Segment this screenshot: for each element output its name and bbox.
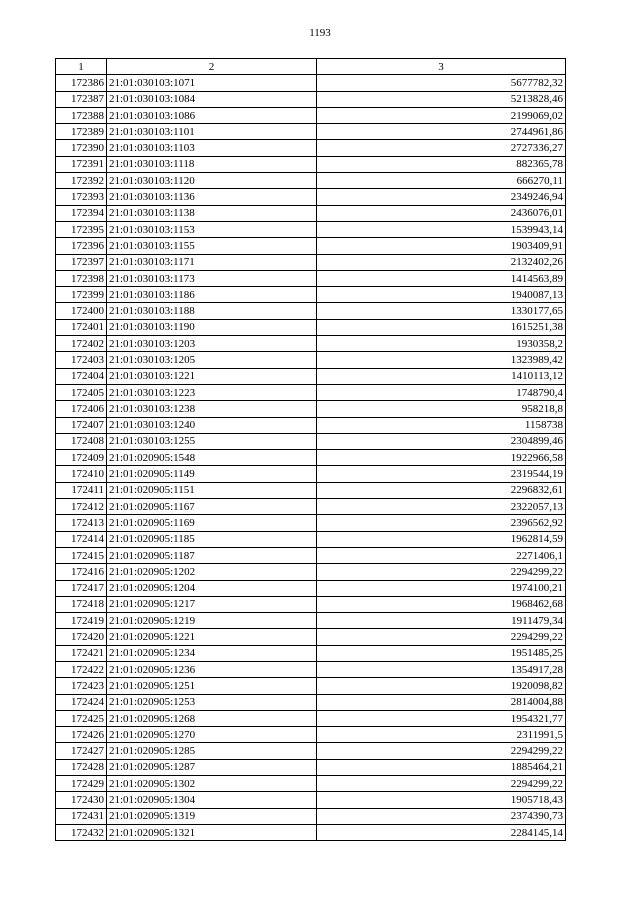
- row-number-cell: 172404: [56, 368, 107, 384]
- row-number-cell: 172430: [56, 792, 107, 808]
- cadastral-value-cell: 1885464,21: [317, 759, 566, 775]
- table-row: [56, 450, 566, 466]
- cadastral-value-table: [55, 58, 566, 841]
- cadastral-value-cell: 1968462,68: [317, 596, 566, 612]
- cadastral-value-cell: 1158738: [317, 417, 566, 433]
- table-row: [56, 303, 566, 319]
- row-number-cell: 172394: [56, 205, 107, 221]
- cadastral-number-cell: 21:01:020905:1219: [107, 613, 317, 629]
- cadastral-number-cell: 21:01:030103:1173: [107, 270, 317, 286]
- cadastral-value-cell: 1911479,34: [317, 613, 566, 629]
- table-row: [56, 727, 566, 743]
- cadastral-value-cell: 2322057,13: [317, 499, 566, 515]
- column-header-1: 1: [56, 59, 107, 75]
- cadastral-value-cell: 2744961,86: [317, 124, 566, 140]
- header-row: [56, 59, 566, 75]
- cadastral-number-cell: 21:01:020905:1548: [107, 450, 317, 466]
- row-number-cell: 172428: [56, 759, 107, 775]
- cadastral-number-cell: 21:01:020905:1251: [107, 678, 317, 694]
- cadastral-value-cell: 2304899,46: [317, 433, 566, 449]
- cadastral-value-cell: 1940087,13: [317, 287, 566, 303]
- cadastral-value-cell: 1748790,4: [317, 384, 566, 400]
- cadastral-number-cell: 21:01:020905:1185: [107, 531, 317, 547]
- row-number-cell: 172390: [56, 140, 107, 156]
- row-number-cell: 172393: [56, 189, 107, 205]
- table-row: [56, 238, 566, 254]
- cadastral-value-cell: 882365,78: [317, 156, 566, 172]
- table-row: [56, 368, 566, 384]
- cadastral-number-cell: 21:01:020905:1169: [107, 515, 317, 531]
- table-row: [56, 205, 566, 221]
- cadastral-number-cell: 21:01:030103:1171: [107, 254, 317, 270]
- cadastral-value-cell: 1951485,25: [317, 645, 566, 661]
- row-number-cell: 172417: [56, 580, 107, 596]
- cadastral-value-cell: 1954321,77: [317, 710, 566, 726]
- cadastral-value-cell: 2294299,22: [317, 629, 566, 645]
- cadastral-value-cell: 2296832,61: [317, 482, 566, 498]
- table-row: [56, 531, 566, 547]
- row-number-cell: 172399: [56, 287, 107, 303]
- row-number-cell: 172426: [56, 727, 107, 743]
- cadastral-number-cell: 21:01:020905:1321: [107, 824, 317, 840]
- cadastral-number-cell: 21:01:020905:1149: [107, 466, 317, 482]
- cadastral-number-cell: 21:01:020905:1202: [107, 564, 317, 580]
- cadastral-number-cell: 21:01:030103:1153: [107, 221, 317, 237]
- table-row: [56, 433, 566, 449]
- cadastral-number-cell: 21:01:020905:1285: [107, 743, 317, 759]
- table-row: [56, 808, 566, 824]
- table-row: [56, 254, 566, 270]
- cadastral-number-cell: 21:01:020905:1151: [107, 482, 317, 498]
- row-number-cell: 172410: [56, 466, 107, 482]
- table-row: [56, 75, 566, 91]
- cadastral-value-cell: 2396562,92: [317, 515, 566, 531]
- cadastral-number-cell: 21:01:030103:1190: [107, 319, 317, 335]
- row-number-cell: 172423: [56, 678, 107, 694]
- table-row: [56, 466, 566, 482]
- table-row: [56, 645, 566, 661]
- table-row: [56, 319, 566, 335]
- table-row: [56, 107, 566, 123]
- cadastral-number-cell: 21:01:020905:1217: [107, 596, 317, 612]
- row-number-cell: 172396: [56, 238, 107, 254]
- cadastral-number-cell: 21:01:020905:1236: [107, 661, 317, 677]
- table-row: [56, 596, 566, 612]
- row-number-cell: 172427: [56, 743, 107, 759]
- cadastral-value-cell: 2319544,19: [317, 466, 566, 482]
- cadastral-number-cell: 21:01:030103:1101: [107, 124, 317, 140]
- cadastral-value-cell: 2271406,1: [317, 547, 566, 563]
- cadastral-value-cell: 1615251,38: [317, 319, 566, 335]
- table-row: [56, 515, 566, 531]
- cadastral-value-cell: 2814004,88: [317, 694, 566, 710]
- table-row: [56, 580, 566, 596]
- row-number-cell: 172388: [56, 107, 107, 123]
- cadastral-number-cell: 21:01:030103:1086: [107, 107, 317, 123]
- table-row: [56, 270, 566, 286]
- row-number-cell: 172421: [56, 645, 107, 661]
- cadastral-number-cell: 21:01:020905:1234: [107, 645, 317, 661]
- table-row: [56, 156, 566, 172]
- cadastral-number-cell: 21:01:020905:1221: [107, 629, 317, 645]
- cadastral-number-cell: 21:01:030103:1223: [107, 384, 317, 400]
- cadastral-value-cell: 1323989,42: [317, 352, 566, 368]
- row-number-cell: 172416: [56, 564, 107, 580]
- table-row: [56, 221, 566, 237]
- cadastral-number-cell: 21:01:030103:1221: [107, 368, 317, 384]
- cadastral-number-cell: 21:01:030103:1138: [107, 205, 317, 221]
- cadastral-number-cell: 21:01:020905:1187: [107, 547, 317, 563]
- cadastral-value-cell: 2436076,01: [317, 205, 566, 221]
- table-row: [56, 547, 566, 563]
- table-row: [56, 384, 566, 400]
- cadastral-number-cell: 21:01:030103:1118: [107, 156, 317, 172]
- cadastral-value-cell: 1922966,58: [317, 450, 566, 466]
- cadastral-number-cell: 21:01:020905:1270: [107, 727, 317, 743]
- cadastral-value-cell: 2727336,27: [317, 140, 566, 156]
- cadastral-number-cell: 21:01:020905:1319: [107, 808, 317, 824]
- table-row: [56, 743, 566, 759]
- row-number-cell: 172395: [56, 221, 107, 237]
- row-number-cell: 172405: [56, 384, 107, 400]
- cadastral-value-cell: 1539943,14: [317, 221, 566, 237]
- row-number-cell: 172412: [56, 499, 107, 515]
- cadastral-number-cell: 21:01:030103:1186: [107, 287, 317, 303]
- row-number-cell: 172387: [56, 91, 107, 107]
- column-header-3: 3: [317, 59, 566, 75]
- table-row: [56, 710, 566, 726]
- table-row: [56, 482, 566, 498]
- cadastral-value-cell: 1410113,12: [317, 368, 566, 384]
- page-number: 1193: [309, 27, 331, 39]
- table-row: [56, 759, 566, 775]
- cadastral-number-cell: 21:01:030103:1255: [107, 433, 317, 449]
- table-row: [56, 499, 566, 515]
- table-row: [56, 91, 566, 107]
- table-row: [56, 352, 566, 368]
- cadastral-number-cell: 21:01:030103:1084: [107, 91, 317, 107]
- row-number-cell: 172392: [56, 173, 107, 189]
- cadastral-value-cell: 958218,8: [317, 401, 566, 417]
- table-row: [56, 776, 566, 792]
- cadastral-number-cell: 21:01:030103:1188: [107, 303, 317, 319]
- cadastral-value-cell: 2294299,22: [317, 564, 566, 580]
- cadastral-value-cell: 2284145,14: [317, 824, 566, 840]
- table-row: [56, 140, 566, 156]
- row-number-cell: 172422: [56, 661, 107, 677]
- row-number-cell: 172409: [56, 450, 107, 466]
- row-number-cell: 172425: [56, 710, 107, 726]
- cadastral-number-cell: 21:01:030103:1071: [107, 75, 317, 91]
- table-row: [56, 678, 566, 694]
- row-number-cell: 172419: [56, 613, 107, 629]
- cadastral-number-cell: 21:01:020905:1302: [107, 776, 317, 792]
- cadastral-number-cell: 21:01:030103:1136: [107, 189, 317, 205]
- row-number-cell: 172413: [56, 515, 107, 531]
- cadastral-number-cell: 21:01:030103:1120: [107, 173, 317, 189]
- cadastral-number-cell: 21:01:020905:1204: [107, 580, 317, 596]
- row-number-cell: 172432: [56, 824, 107, 840]
- row-number-cell: 172400: [56, 303, 107, 319]
- row-number-cell: 172398: [56, 270, 107, 286]
- table-row: [56, 336, 566, 352]
- cadastral-number-cell: 21:01:020905:1287: [107, 759, 317, 775]
- row-number-cell: 172420: [56, 629, 107, 645]
- cadastral-value-cell: 1905718,43: [317, 792, 566, 808]
- cadastral-number-cell: 21:01:030103:1103: [107, 140, 317, 156]
- cadastral-value-cell: 666270,11: [317, 173, 566, 189]
- cadastral-value-cell: 1414563,89: [317, 270, 566, 286]
- cadastral-value-cell: 1354917,28: [317, 661, 566, 677]
- cadastral-value-cell: 1903409,91: [317, 238, 566, 254]
- row-number-cell: 172401: [56, 319, 107, 335]
- table-row: [56, 694, 566, 710]
- cadastral-value-cell: 1962814,59: [317, 531, 566, 547]
- row-number-cell: 172408: [56, 433, 107, 449]
- table-row: [56, 189, 566, 205]
- row-number-cell: 172391: [56, 156, 107, 172]
- cadastral-number-cell: 21:01:030103:1203: [107, 336, 317, 352]
- cadastral-value-cell: 1930358,2: [317, 336, 566, 352]
- table-row: [56, 824, 566, 840]
- table-row: [56, 124, 566, 140]
- column-header-2: 2: [107, 59, 317, 75]
- table-row: [56, 401, 566, 417]
- table-row: [56, 417, 566, 433]
- cadastral-value-cell: 2199069,02: [317, 107, 566, 123]
- cadastral-value-cell: 1974100,21: [317, 580, 566, 596]
- cadastral-value-cell: 2311991,5: [317, 727, 566, 743]
- cadastral-number-cell: 21:01:020905:1304: [107, 792, 317, 808]
- cadastral-value-cell: 1920098,82: [317, 678, 566, 694]
- row-number-cell: 172418: [56, 596, 107, 612]
- table-header: [56, 59, 566, 75]
- table-row: [56, 287, 566, 303]
- table-row: [56, 792, 566, 808]
- cadastral-value-cell: 1330177,65: [317, 303, 566, 319]
- row-number-cell: 172389: [56, 124, 107, 140]
- cadastral-value-cell: 5677782,32: [317, 75, 566, 91]
- cadastral-value-cell: 2374390,73: [317, 808, 566, 824]
- row-number-cell: 172403: [56, 352, 107, 368]
- cadastral-number-cell: 21:01:020905:1268: [107, 710, 317, 726]
- cadastral-value-cell: 2132402,26: [317, 254, 566, 270]
- row-number-cell: 172424: [56, 694, 107, 710]
- table-row: [56, 661, 566, 677]
- cadastral-number-cell: 21:01:030103:1238: [107, 401, 317, 417]
- row-number-cell: 172429: [56, 776, 107, 792]
- row-number-cell: 172415: [56, 547, 107, 563]
- cadastral-value-cell: 2349246,94: [317, 189, 566, 205]
- row-number-cell: 172431: [56, 808, 107, 824]
- cadastral-number-cell: 21:01:030103:1155: [107, 238, 317, 254]
- table-row: [56, 613, 566, 629]
- cadastral-number-cell: 21:01:030103:1240: [107, 417, 317, 433]
- table-row: [56, 173, 566, 189]
- row-number-cell: 172414: [56, 531, 107, 547]
- table-row: [56, 564, 566, 580]
- row-number-cell: 172411: [56, 482, 107, 498]
- row-number-cell: 172386: [56, 75, 107, 91]
- row-number-cell: 172407: [56, 417, 107, 433]
- cadastral-value-cell: 2294299,22: [317, 743, 566, 759]
- row-number-cell: 172406: [56, 401, 107, 417]
- cadastral-number-cell: 21:01:020905:1167: [107, 499, 317, 515]
- table-row: [56, 629, 566, 645]
- cadastral-number-cell: 21:01:020905:1253: [107, 694, 317, 710]
- row-number-cell: 172402: [56, 336, 107, 352]
- table-body: [56, 75, 566, 841]
- cadastral-value-cell: 2294299,22: [317, 776, 566, 792]
- cadastral-number-cell: 21:01:030103:1205: [107, 352, 317, 368]
- cadastral-value-cell: 5213828,46: [317, 91, 566, 107]
- row-number-cell: 172397: [56, 254, 107, 270]
